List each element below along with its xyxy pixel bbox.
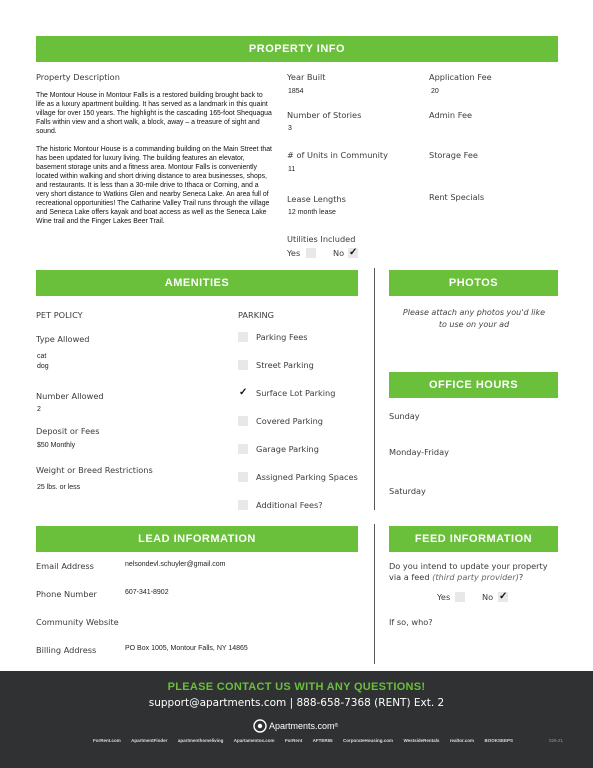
feed-question-line-1: Do you intend to update your property xyxy=(389,561,548,571)
application-fee-value: 20 xyxy=(431,88,439,95)
assigned-parking-label: Assigned Parking Spaces xyxy=(256,472,358,482)
partner-logo: apartmenthomeliving xyxy=(177,738,224,743)
office-hours-title: OFFICE HOURS xyxy=(428,379,519,391)
application-fee-label: Application Fee xyxy=(429,72,492,82)
phone-label: Phone Number xyxy=(36,589,97,599)
type-allowed-label: Type Allowed xyxy=(36,334,90,344)
contact-heading: PLEASE CONTACT US WITH ANY QUESTIONS! xyxy=(167,681,426,693)
partner-logo: ForRent.com xyxy=(93,738,121,743)
utilities-no-checkmark-icon: ✓ xyxy=(349,247,358,258)
amenities-title: AMENITIES xyxy=(164,277,230,289)
covered-parking-checkbox[interactable] xyxy=(238,416,248,426)
property-description-paragraph-2: The historic Montour House is a commanding building on the Main Street that has been updated for luxury living. The building features an elevator, basement storage units and a fitness area. Montour Falls is conveniently located within walking and short driving distance to area businesses, shops, and restaurants. It is less than a 30-mile drive to Ithaca or Corning, and a very short distance to Watkins Glen and nearby Seneca Lake. An area full of recreational opportunities! The Catharine Valley Trail runs through the village and Seneca Lake offers kayak and boat access as well as the Seneca Lake Wine trail and the Finger Lakes Beer Trail. xyxy=(36,146,272,225)
partner-logo: realtor.com xyxy=(449,738,475,743)
apartments-logo-icon xyxy=(253,719,267,733)
parking-fees-label: Parking Fees xyxy=(256,332,308,342)
feed-yes-checkbox[interactable] xyxy=(455,592,465,602)
utilities-yes-checkbox[interactable] xyxy=(306,248,316,258)
assigned-parking-checkbox[interactable] xyxy=(238,472,248,482)
amenities-header xyxy=(36,270,358,296)
additional-fees-label: Additional Fees? xyxy=(256,500,323,510)
phone-value: 607-341-8902 xyxy=(125,589,169,596)
surface-lot-checkmark-icon[interactable]: ✓ xyxy=(239,387,248,398)
footer xyxy=(0,671,593,768)
covered-parking-label: Covered Parking xyxy=(256,416,323,426)
type-allowed-value-1: cat xyxy=(37,353,47,360)
stories-value: 3 xyxy=(288,125,292,132)
lease-lengths-value: 12 month lease xyxy=(288,209,336,216)
feed-no-label: No xyxy=(482,592,494,602)
photos-title: PHOTOS xyxy=(448,277,499,289)
feed-information-title: FEED INFORMATION xyxy=(414,533,533,545)
weekdays-label: Monday-Friday xyxy=(389,447,449,457)
property-description xyxy=(36,91,272,235)
feed-no-checkmark-icon: ✓ xyxy=(499,591,508,602)
pet-policy-label: PET POLICY xyxy=(36,310,83,320)
units-label: # of Units in Community xyxy=(287,150,388,160)
property-description-label: Property Description xyxy=(36,72,120,82)
utilities-label: Utilities Included xyxy=(287,234,356,244)
property-info-header xyxy=(36,36,558,62)
lead-information-header xyxy=(36,526,358,552)
partner-logo: WestsideRentals xyxy=(403,738,440,743)
amenities-divider xyxy=(374,268,375,510)
billing-label: Billing Address xyxy=(36,645,97,655)
partner-logo: AFTER55 xyxy=(312,738,333,743)
parking-label: PARKING xyxy=(238,310,274,320)
garage-parking-checkbox[interactable] xyxy=(238,444,248,454)
restrictions-label: Weight or Breed Restrictions xyxy=(36,465,153,475)
partner-logo: ApartmentFinder xyxy=(131,738,168,743)
type-allowed-value-2: dog xyxy=(37,363,49,370)
lease-lengths-label: Lease Lengths xyxy=(287,194,346,204)
feed-question-line-2 xyxy=(389,572,523,582)
additional-fees-checkbox[interactable] xyxy=(238,500,248,510)
apartments-brand-name: Apartments.com xyxy=(269,721,335,731)
number-allowed-label: Number Allowed xyxy=(36,391,104,401)
feed-who-label: If so, who? xyxy=(389,617,433,627)
lead-information-title: LEAD INFORMATION xyxy=(138,533,256,545)
storage-fee-label: Storage Fee xyxy=(429,150,478,160)
feed-question-mark: ? xyxy=(518,572,524,582)
apartments-brand-mark: ® xyxy=(334,723,339,729)
rent-specials-label: Rent Specials xyxy=(429,192,485,202)
partner-logos xyxy=(93,738,513,743)
feed-yes-label: Yes xyxy=(437,592,451,602)
form-code: 026-21 xyxy=(549,738,564,743)
lead-divider xyxy=(374,524,375,664)
contact-line[interactable]: support@apartments.com | 888-658-7368 (RENT) Ext. 2 xyxy=(148,697,445,709)
property-description-paragraph-1: The Montour House in Montour Falls is a restored building brought back to life as a luxury apartment building. It has served as a landmark in this quaint village for over 150 years. The highlight is the cascading 165-foot Shequagua Falls within view and a short walk, a block, away – a treasure of sight and sound. xyxy=(36,92,272,135)
garage-parking-label: Garage Parking xyxy=(256,444,319,454)
partner-logo: ForRent xyxy=(284,738,303,743)
utilities-no-label: No xyxy=(333,248,345,258)
photos-header xyxy=(389,270,558,296)
street-parking-label: Street Parking xyxy=(256,360,314,370)
sunday-label: Sunday xyxy=(389,411,420,421)
parking-fees-checkbox[interactable] xyxy=(238,332,248,342)
email-label: Email Address xyxy=(36,561,94,571)
utilities-yes-label: Yes xyxy=(287,248,301,258)
feed-question-note: (third party provider) xyxy=(432,572,519,582)
partner-logo: CorporateHousing.com xyxy=(343,738,394,743)
property-info-title: PROPERTY INFO xyxy=(248,43,346,55)
email-value: nelsondevl.schuyler@gmail.com xyxy=(125,561,226,568)
office-hours-header xyxy=(389,372,558,398)
partner-logo: BOOKSEEPS xyxy=(484,738,513,743)
website-label: Community Website xyxy=(36,617,119,627)
saturday-label: Saturday xyxy=(389,486,426,496)
number-allowed-value: 2 xyxy=(37,406,41,413)
photos-note: Please attach any photos you'd like to use on your ad xyxy=(402,308,546,329)
deposit-value: $50 Monthly xyxy=(37,442,76,449)
partner-logo: Apartamentos.com xyxy=(233,738,275,743)
feed-information-header xyxy=(389,526,558,552)
units-value: 11 xyxy=(288,166,296,173)
feed-question-text: via a feed xyxy=(389,572,430,582)
restrictions-value: 25 lbs. or less xyxy=(37,484,81,491)
apartments-brand[interactable] xyxy=(253,719,338,733)
stories-label: Number of Stories xyxy=(287,110,362,120)
admin-fee-label: Admin Fee xyxy=(429,110,473,120)
deposit-label: Deposit or Fees xyxy=(36,426,100,436)
year-built-value: 1854 xyxy=(288,88,304,95)
street-parking-checkbox[interactable] xyxy=(238,360,248,370)
surface-lot-parking-label: Surface Lot Parking xyxy=(256,388,336,398)
year-built-label: Year Built xyxy=(287,72,326,82)
billing-value: PO Box 1005, Montour Falls, NY 14865 xyxy=(125,645,248,652)
